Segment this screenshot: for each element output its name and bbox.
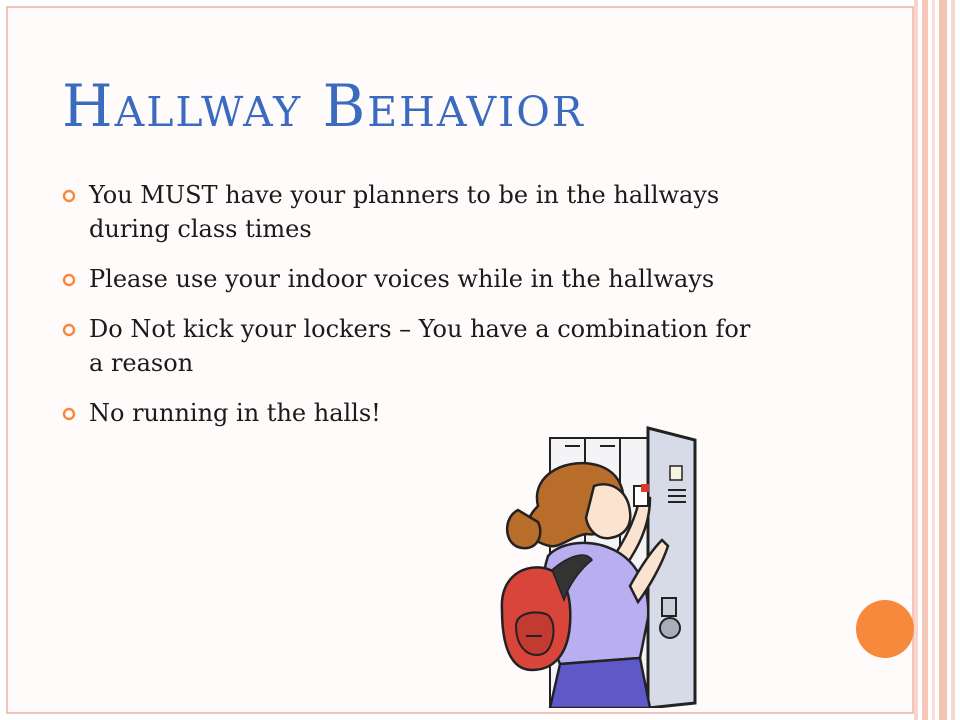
bullet-text: No running in the halls!: [89, 399, 381, 427]
ring-bullet-icon: [62, 407, 76, 421]
slide-title: Hallway Behavior: [62, 72, 585, 140]
orange-circle-icon: [856, 600, 914, 658]
bullet-item: [62, 312, 762, 380]
bullet-item: [62, 262, 762, 296]
bullet-text: Please use your indoor voices while in the hallways: [89, 265, 715, 293]
bullet-text: You MUST have your planners to be in the hallways during class times: [89, 181, 720, 243]
ring-bullet-icon: [62, 273, 76, 287]
bullet-list: [62, 178, 762, 446]
student-at-locker-icon: [490, 418, 705, 708]
right-stripes-decoration: [914, 0, 960, 720]
bullet-item: [62, 178, 762, 246]
ring-bullet-icon: [62, 323, 76, 337]
bullet-text: Do Not kick your lockers – You have a combination for a reason: [89, 315, 751, 377]
ring-bullet-icon: [62, 189, 76, 203]
